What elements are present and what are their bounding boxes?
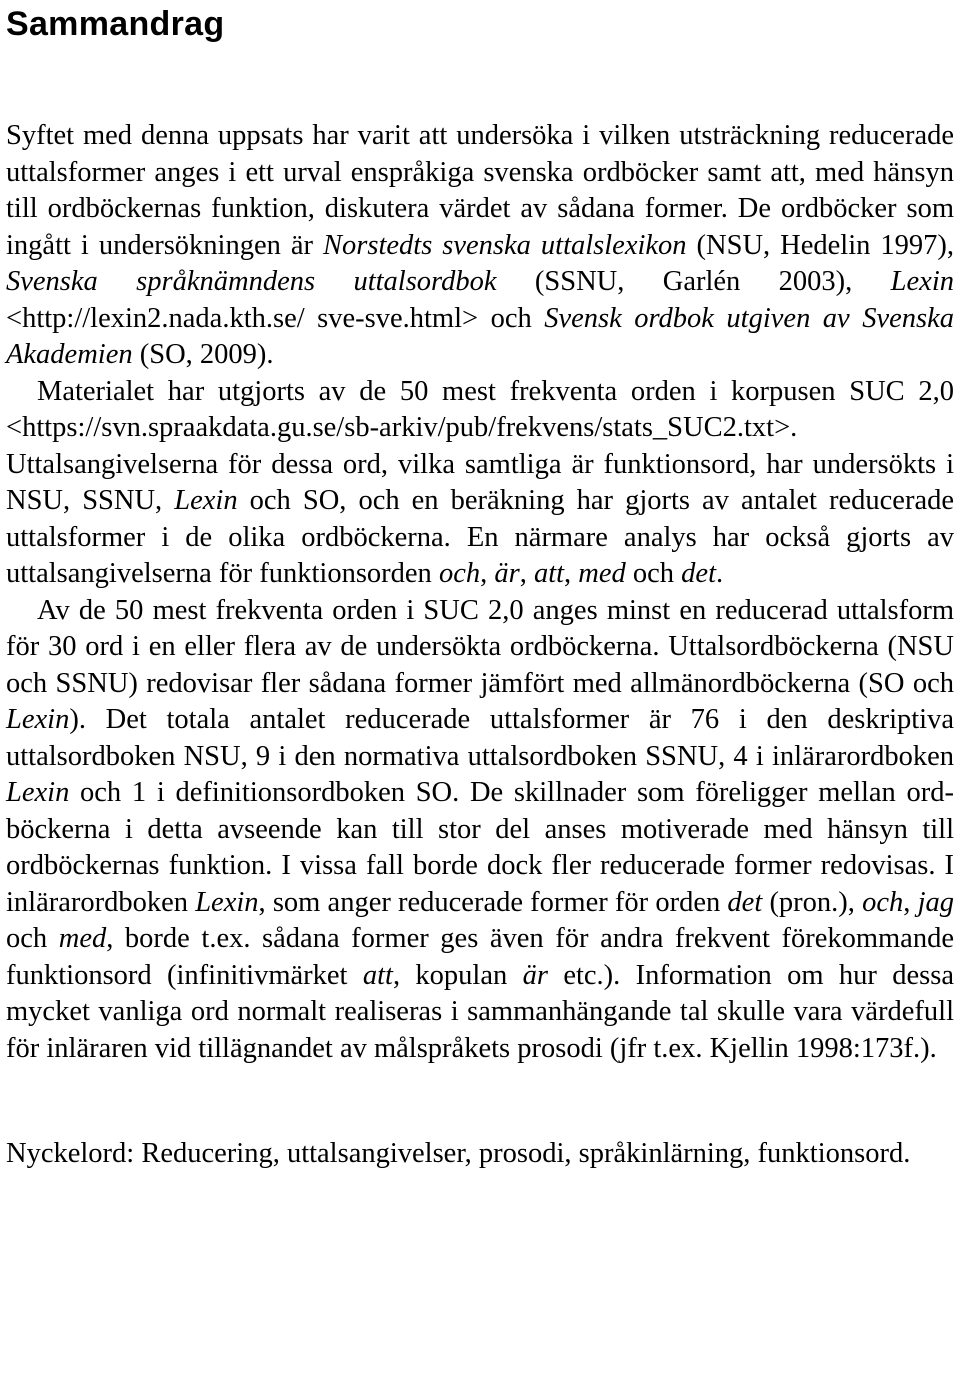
text-run: och SO, och en beräkning har gjorts av antalet reducerade uttalsformer i de olika ordböckerna. En närmare analys har också gjorts av uttalsangivelserna för funktionsorden [6, 485, 954, 589]
italic-text: jag [917, 886, 954, 918]
text-run: , [903, 886, 918, 918]
italic-text: det [681, 558, 716, 589]
italic-text: Lexin [195, 886, 259, 918]
text-run: , [564, 558, 579, 589]
document-page [6, 0, 954, 1173]
text-run: <http://lexin2.nada.kth.se/ sve-sve.html> och [6, 302, 545, 334]
text-run: , [519, 558, 534, 589]
italic-text: Lexin [890, 266, 954, 297]
text-run: (NSU, Hedelin 1997), [686, 229, 955, 261]
text-run: ). Det totala antalet reducerade uttalsformer är 76 i den deskriptiva uttalsordboken NSU, 9 i den normativa uttalsordboken SSNU, 4 i inlärarordboken [6, 704, 954, 772]
text-run: , som anger reducerade former för orden [258, 886, 728, 918]
text-run: och [6, 923, 59, 954]
italic-text: Norstedts svenska uttalslexikon [323, 229, 687, 261]
text-run: , borde t.ex. sådana former ges även för andra frekvent förekommande funktionsord (infinitivmärket [6, 923, 954, 991]
text-run: Materialet har utgjorts av de 50 mest frekventa orden i korpusen SUC 2,0 <https://svn.spraakdata.gu.se/sb-arkiv/pub/frekvens/stats_SUC2.txt>. Uttalsangivelserna för dessa ord, vilka samtliga är funktionsord, har undersökts i NSU, SSNU, [6, 375, 954, 516]
paragraph-material [6, 374, 954, 593]
text-run: , kopulan [392, 959, 523, 991]
text-run: (pron.), [762, 886, 863, 918]
italic-text: Svensk ordbok utgiven av Svenska Akademien [6, 302, 954, 370]
paragraph-purpose [6, 118, 954, 374]
italic-text: och [438, 558, 481, 589]
italic-text: Svenska språknämndens uttalsordbok [6, 266, 497, 297]
paragraph-results [6, 593, 954, 1068]
text-run: och [625, 558, 682, 589]
text-run: , [480, 558, 495, 589]
italic-text: att [533, 558, 565, 589]
italic-text: Lexin [6, 704, 70, 735]
text-run: Syftet med denna uppsats har varit att undersöka i vilken utsträckning reducerade uttalsformer anges i ett urval enspråkiga svenska ordböcker samt att, med hänsyn till ordböckernas funktion, diskutera värdet av sådana former. De ordböcker som ingått i undersökningen är [6, 120, 954, 261]
text-run: . [716, 558, 724, 589]
text-run: och 1 i definitionsordboken SO. De skillnader som föreligger mellan ordböckerna i detta avseende kan till stor del anses motiverade med hänsyn till ordböckernas funktion. I vissa fall borde dock fler reducerade former redovisas. I inlärarordboken [6, 777, 954, 918]
page-title: Sammandrag [6, 5, 225, 43]
text-run: (SSNU, Garlén 2003), [496, 266, 891, 297]
italic-text: Lexin [6, 777, 70, 808]
text-run: Av de 50 mest frekventa orden i SUC 2,0 anges minst en reducerad uttalsform för 30 ord i en eller flera av de undersökta ordböckerna. Uttalsordböckerna (NSU och SSNU) redovisar fler sådana former jämfört med allmänordböckerna (SO och [6, 594, 954, 699]
text-run: (SO, 2009). [132, 339, 274, 370]
italic-text: med [58, 923, 107, 954]
text-run: etc.). Information om hur dessa mycket vanliga ord normalt realiseras i sammanhängande tal skulle vara värdefull för inläraren vid tillägnandet av målspråkets prosodi (jfr t.ex. Kjellin 1998:173f.). [6, 959, 954, 1064]
italic-text: det [727, 886, 763, 918]
italic-text: Lexin [174, 485, 238, 516]
italic-text: och [862, 886, 904, 918]
italic-text: med [578, 558, 626, 589]
italic-text: är [522, 959, 548, 991]
keywords: Nyckelord: Reducering, uttalsangivelser, prosodi, språkinlärning, funktionsord. [6, 1138, 911, 1169]
italic-text: är [494, 558, 520, 589]
italic-text: att [362, 959, 393, 991]
